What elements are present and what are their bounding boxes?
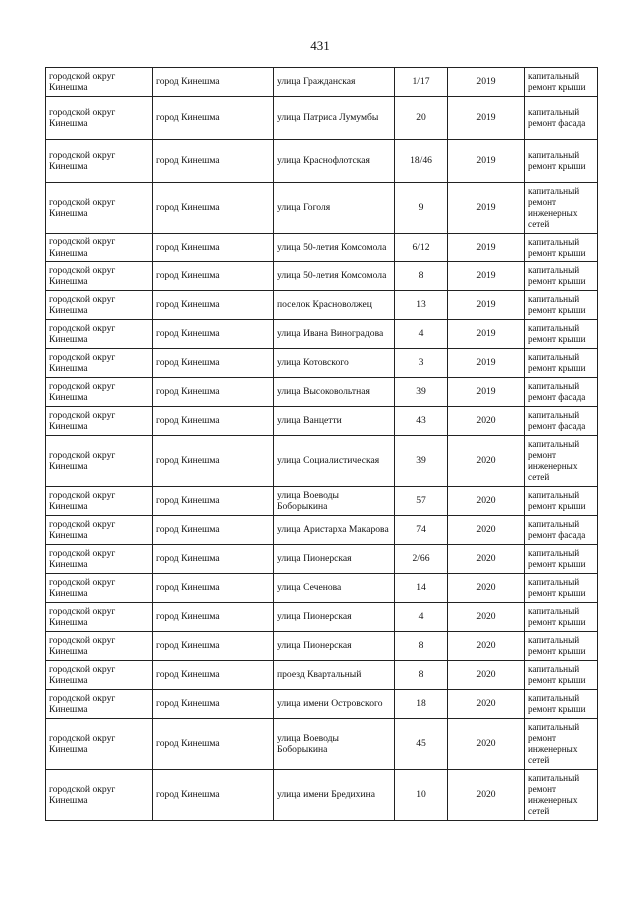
repair-type-cell: капитальный ремонт крыши [525,262,598,291]
table-row [46,68,598,97]
table-row [46,378,598,407]
year-cell: 2020 [448,487,525,516]
municipal-district-cell: городской округ Кинешма [46,516,153,545]
table-row [46,690,598,719]
street-cell: улица Высоковольтная [274,378,395,407]
table-row [46,719,598,770]
street-cell: улица Гоголя [274,183,395,234]
repair-type-cell: капитальный ремонт крыши [525,574,598,603]
year-cell: 2019 [448,140,525,183]
house-number-cell: 3 [395,349,448,378]
repair-type-cell: капитальный ремонт инженерных сетей [525,436,598,487]
city-cell: город Кинешма [153,349,274,378]
city-cell: город Кинешма [153,378,274,407]
city-cell: город Кинешма [153,234,274,262]
table-row [46,349,598,378]
house-number-cell: 57 [395,487,448,516]
repair-type-cell: капитальный ремонт крыши [525,487,598,516]
municipal-district-cell: городской округ Кинешма [46,770,153,821]
year-cell: 2019 [448,262,525,291]
table-row [46,545,598,574]
year-cell: 2020 [448,603,525,632]
repair-schedule-table [45,67,598,821]
table-row [46,661,598,690]
city-cell: город Кинешма [153,320,274,349]
municipal-district-cell: городской округ Кинешма [46,291,153,320]
year-cell: 2020 [448,436,525,487]
municipal-district-cell: городской округ Кинешма [46,719,153,770]
city-cell: город Кинешма [153,68,274,97]
table-row [46,770,598,821]
table-row [46,603,598,632]
street-cell: улица Гражданская [274,68,395,97]
house-number-cell: 1/17 [395,68,448,97]
street-cell: улица Ивана Виноградова [274,320,395,349]
table-row [46,320,598,349]
year-cell: 2019 [448,349,525,378]
year-cell: 2019 [448,378,525,407]
year-cell: 2019 [448,68,525,97]
municipal-district-cell: городской округ Кинешма [46,140,153,183]
year-cell: 2020 [448,690,525,719]
repair-type-cell: капитальный ремонт крыши [525,349,598,378]
table-row [46,291,598,320]
house-number-cell: 8 [395,262,448,291]
repair-type-cell: капитальный ремонт фасада [525,407,598,436]
year-cell: 2019 [448,97,525,140]
city-cell: город Кинешма [153,574,274,603]
street-cell: улица Ванцетти [274,407,395,436]
municipal-district-cell: городской округ Кинешма [46,661,153,690]
table-row [46,183,598,234]
repair-type-cell: капитальный ремонт инженерных сетей [525,183,598,234]
year-cell: 2019 [448,291,525,320]
house-number-cell: 13 [395,291,448,320]
house-number-cell: 4 [395,603,448,632]
municipal-district-cell: городской округ Кинешма [46,262,153,291]
repair-type-cell: капитальный ремонт инженерных сетей [525,770,598,821]
city-cell: город Кинешма [153,770,274,821]
municipal-district-cell: городской округ Кинешма [46,320,153,349]
city-cell: город Кинешма [153,436,274,487]
year-cell: 2020 [448,545,525,574]
page-number: 431 [310,38,330,53]
street-cell: улица Аристарха Макарова [274,516,395,545]
table-row [46,234,598,262]
repair-type-cell: капитальный ремонт крыши [525,632,598,661]
repair-type-cell: капитальный ремонт фасада [525,516,598,545]
repair-type-cell: капитальный ремонт крыши [525,320,598,349]
year-cell: 2020 [448,574,525,603]
year-cell: 2019 [448,183,525,234]
house-number-cell: 2/66 [395,545,448,574]
street-cell: улица Социалистическая [274,436,395,487]
house-number-cell: 10 [395,770,448,821]
repair-type-cell: капитальный ремонт крыши [525,68,598,97]
table-row [46,436,598,487]
street-cell: улица Патриса Лумумбы [274,97,395,140]
street-cell: улица 50-летия Комсомола [274,262,395,291]
house-number-cell: 18/46 [395,140,448,183]
municipal-district-cell: городской округ Кинешма [46,603,153,632]
street-cell: улица Котовского [274,349,395,378]
year-cell: 2020 [448,719,525,770]
repair-type-cell: капитальный ремонт фасада [525,378,598,407]
street-cell: улица Пионерская [274,632,395,661]
repair-type-cell: капитальный ремонт фасада [525,97,598,140]
municipal-district-cell: городской округ Кинешма [46,183,153,234]
year-cell: 2020 [448,770,525,821]
street-cell: улица Пионерская [274,545,395,574]
street-cell: улица имени Бредихина [274,770,395,821]
repair-type-cell: капитальный ремонт инженерных сетей [525,719,598,770]
repair-type-cell: капитальный ремонт крыши [525,545,598,574]
table-row [46,632,598,661]
repair-type-cell: капитальный ремонт крыши [525,234,598,262]
year-cell: 2020 [448,407,525,436]
house-number-cell: 39 [395,436,448,487]
repair-type-cell: капитальный ремонт крыши [525,603,598,632]
municipal-district-cell: городской округ Кинешма [46,436,153,487]
house-number-cell: 14 [395,574,448,603]
house-number-cell: 45 [395,719,448,770]
year-cell: 2019 [448,234,525,262]
street-cell: улица Краснофлотская [274,140,395,183]
city-cell: город Кинешма [153,545,274,574]
city-cell: город Кинешма [153,183,274,234]
street-cell: улица имени Островского [274,690,395,719]
city-cell: город Кинешма [153,516,274,545]
table-row [46,487,598,516]
house-number-cell: 4 [395,320,448,349]
repair-type-cell: капитальный ремонт крыши [525,690,598,719]
house-number-cell: 8 [395,661,448,690]
repair-type-cell: капитальный ремонт крыши [525,291,598,320]
municipal-district-cell: городской округ Кинешма [46,690,153,719]
street-cell: улица Воеводы Боборыкина [274,487,395,516]
table-body [46,68,598,821]
house-number-cell: 8 [395,632,448,661]
municipal-district-cell: городской округ Кинешма [46,632,153,661]
street-cell: улица Пионерская [274,603,395,632]
house-number-cell: 74 [395,516,448,545]
city-cell: город Кинешма [153,140,274,183]
municipal-district-cell: городской округ Кинешма [46,574,153,603]
street-cell: улица 50-летия Комсомола [274,234,395,262]
house-number-cell: 39 [395,378,448,407]
street-cell: улица Сеченова [274,574,395,603]
house-number-cell: 18 [395,690,448,719]
city-cell: город Кинешма [153,690,274,719]
repair-type-cell: капитальный ремонт крыши [525,661,598,690]
year-cell: 2020 [448,661,525,690]
house-number-cell: 20 [395,97,448,140]
city-cell: город Кинешма [153,262,274,291]
year-cell: 2020 [448,632,525,661]
city-cell: город Кинешма [153,291,274,320]
city-cell: город Кинешма [153,487,274,516]
street-cell: поселок Красноволжец [274,291,395,320]
table-row [46,407,598,436]
municipal-district-cell: городской округ Кинешма [46,545,153,574]
municipal-district-cell: городской округ Кинешма [46,234,153,262]
city-cell: город Кинешма [153,719,274,770]
municipal-district-cell: городской округ Кинешма [46,487,153,516]
table-row [46,140,598,183]
house-number-cell: 43 [395,407,448,436]
year-cell: 2020 [448,516,525,545]
city-cell: город Кинешма [153,97,274,140]
year-cell: 2019 [448,320,525,349]
municipal-district-cell: городской округ Кинешма [46,97,153,140]
street-cell: улица Воеводы Боборыкина [274,719,395,770]
city-cell: город Кинешма [153,661,274,690]
city-cell: город Кинешма [153,603,274,632]
repair-type-cell: капитальный ремонт крыши [525,140,598,183]
table-row [46,97,598,140]
municipal-district-cell: городской округ Кинешма [46,349,153,378]
municipal-district-cell: городской округ Кинешма [46,407,153,436]
table-row [46,262,598,291]
city-cell: город Кинешма [153,407,274,436]
street-cell: проезд Квартальный [274,661,395,690]
municipal-district-cell: городской округ Кинешма [46,68,153,97]
table-row [46,516,598,545]
municipal-district-cell: городской округ Кинешма [46,378,153,407]
city-cell: город Кинешма [153,632,274,661]
house-number-cell: 6/12 [395,234,448,262]
house-number-cell: 9 [395,183,448,234]
table-row [46,574,598,603]
